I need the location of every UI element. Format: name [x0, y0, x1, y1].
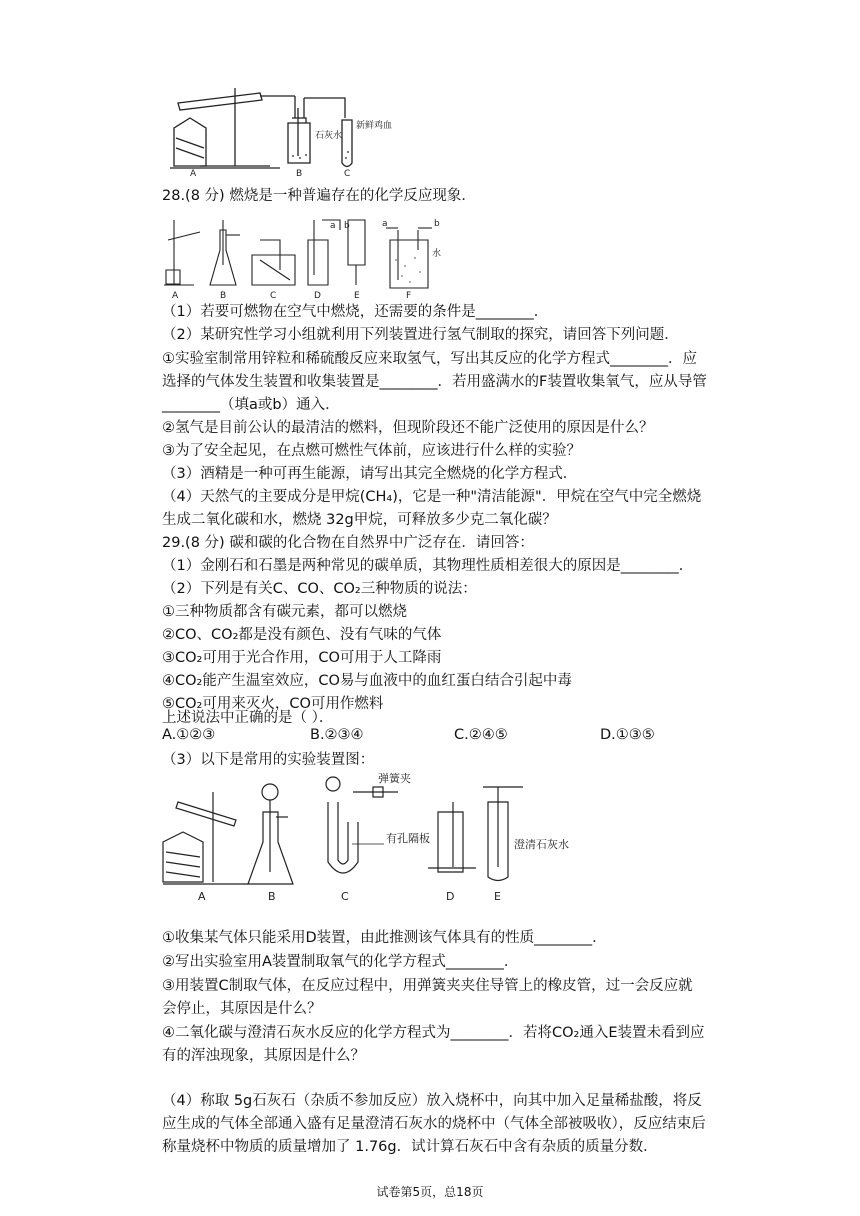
- q28-line-4: 选择的气体发生装置和收集装置是________．若用盛满水的F装置收集氧气，应从导管: [162, 374, 707, 390]
- q29-question: 上述说法中正确的是（ ）．: [162, 710, 334, 726]
- fig2-label-e: E: [354, 291, 360, 301]
- q28-line-6: ②氢气是目前公认的最清洁的燃料，但现阶段还不能广泛使用的原因是什么？: [162, 420, 654, 436]
- fig3-clip-label: 弹簧夹: [378, 772, 411, 785]
- q28-line-9: （4）天然气的主要成分是甲烷(CH₄)，它是一种"清洁能源"．甲烷在空气中完全燃烧: [162, 489, 702, 505]
- option-d[interactable]: D.①③⑤: [600, 727, 655, 743]
- fig2-water-label: 水: [432, 249, 442, 259]
- fig3-label-c: C: [341, 890, 349, 903]
- q29-statement-5: ⑤CO₂可用来灭火，CO可用作燃料: [162, 696, 384, 712]
- option-b[interactable]: B.②③④: [310, 727, 364, 743]
- fig3-label-d: D: [446, 890, 455, 903]
- q29-sub-1: ①收集某气体只能采用D装置，由此推测该气体具有的性质________．: [162, 930, 607, 946]
- q29-sub-4a: ④二氧化碳与澄清石灰水反应的化学方程式为________．若将CO₂通入E装置未看到应: [162, 1025, 705, 1041]
- fig2-port-b-d: b: [344, 221, 350, 231]
- q29-sub-2: ②写出实验室用A装置制取氧气的化学方程式________．: [162, 954, 519, 970]
- fig3-label-b: B: [268, 890, 276, 903]
- fig2-port-a-f: a: [382, 219, 388, 229]
- q29-statement-2: ②CO、CO₂都是没有颜色、没有气味的气体: [162, 627, 442, 643]
- fig3-plate-label: 有孔隔板: [386, 832, 430, 845]
- option-c[interactable]: C.②④⑤: [454, 727, 508, 743]
- fig3-limewater-label: 澄清石灰水: [514, 838, 569, 851]
- fig3-label-e: E: [494, 890, 501, 903]
- apparatus-figure-2: [160, 210, 450, 302]
- answer-options: [162, 727, 682, 747]
- q29-part4-line-2: 应生成的气体全部通入盛有足量澄清石灰水的烧杯中（气体全部被吸收），反应结束后: [162, 1116, 706, 1132]
- q28-line-2: （2）某研究性学习小组就利用下列装置进行氢气制取的探究，请回答下列问题．: [162, 327, 679, 343]
- fig3-label-a: A: [198, 890, 206, 903]
- fig2-label-d: D: [314, 291, 321, 301]
- q28-line-7: ③为了安全起见，在点燃可燃性气体前，应该进行什么样的实验？: [162, 443, 581, 459]
- fig2-port-b-f: b: [434, 219, 440, 229]
- page-footer: 试卷第5页，总18页: [376, 1185, 484, 1199]
- q29-title: 29.(8 分) 碳和碳的化合物在自然界中广泛存在．请回答：: [162, 535, 534, 551]
- apparatus-figure-3: [158, 772, 598, 904]
- q29-line-2: （2）下列是有关C、CO、CO₂三种物质的说法：: [162, 581, 477, 597]
- q29-line-3: （3）以下是常用的实验装置图：: [162, 752, 375, 768]
- q28-line-3: ①实验室制常用锌粒和稀硫酸反应来取氢气，写出其反应的化学方程式________．应: [162, 351, 697, 367]
- q29-part4-line-3: 称量烧杯中物质的质量增加了 1.76g．试计算石灰石中含有杂质的质量分数．: [162, 1139, 658, 1155]
- fig1-blood-label: 新鲜鸡血: [356, 121, 393, 131]
- q29-part4-line-1: （4）称取 5g石灰石（杂质不参加反应）放入烧杯中，向其中加入足量稀盐酸，将反: [162, 1093, 702, 1109]
- q28-line-1: （1）若要可燃物在空气中燃烧，还需要的条件是________．: [162, 304, 549, 320]
- q29-statement-4: ④CO₂能产生温室效应，CO易与血液中的血红蛋白结合引起中毒: [162, 673, 572, 689]
- fig2-label-a: A: [172, 291, 179, 301]
- fig1-label-b: B: [296, 169, 303, 179]
- q29-statement-3: ③CO₂可用于光合作用，CO可用于人工降雨: [162, 650, 442, 666]
- q29-sub-3a: ③用装置C制取气体，在反应过程中，用弹簧夹夹住导管上的橡皮管，过一会反应就: [162, 978, 693, 994]
- q28-title: 28.(8 分) 燃烧是一种普遍存在的化学反应现象．: [162, 188, 476, 204]
- q28-line-8: （3）酒精是一种可再生能源，请写出其完全燃烧的化学方程式．: [162, 466, 578, 482]
- q28-line-5: ________（填a或b）通入．: [162, 397, 340, 413]
- fig1-label-c: C: [344, 169, 351, 179]
- fig2-port-a-d: a: [330, 221, 336, 231]
- q29-sub-3b: 会停止，其原因是什么？: [162, 1001, 322, 1017]
- q29-line-1: （1）金刚石和石墨是两种常见的碳单质，其物理性质相差很大的原因是________．: [162, 558, 694, 574]
- fig2-label-c: C: [270, 291, 277, 301]
- q28-line-10: 生成二氧化碳和水，燃烧 32g甲烷，可释放多少克二氧化碳？: [162, 512, 557, 528]
- q29-statement-1: ①三种物质都含有碳元素，都可以燃烧: [162, 604, 407, 620]
- fig1-limewater-label: 石灰水: [315, 131, 343, 141]
- option-a[interactable]: A.①②③: [162, 727, 216, 743]
- fig2-label-f: F: [406, 291, 412, 301]
- fig2-label-b: B: [220, 291, 227, 301]
- fig1-label-a: A: [190, 169, 197, 179]
- q29-sub-4b: 有的浑浊现象，其原因是什么？: [162, 1048, 365, 1064]
- apparatus-figure-1: [160, 78, 393, 179]
